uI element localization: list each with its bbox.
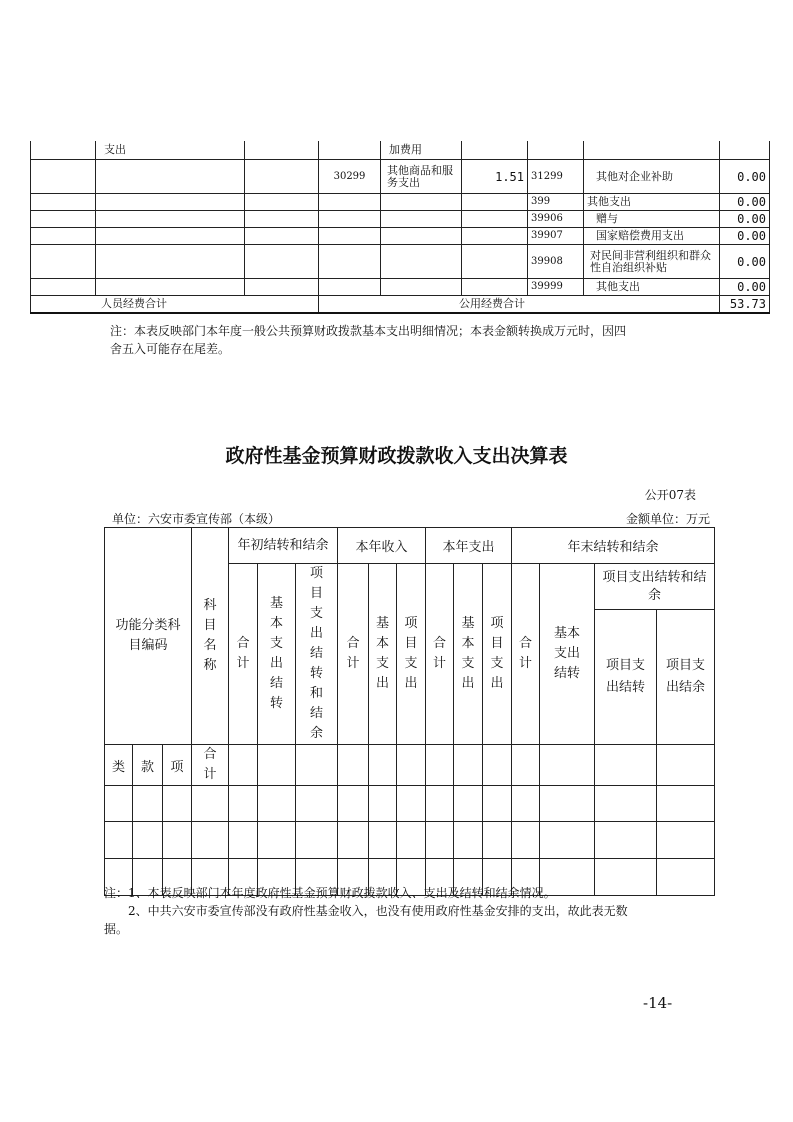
table-row — [31, 279, 770, 296]
table-cell: 39999 — [528, 279, 584, 296]
table-cell: 39908 — [528, 245, 584, 279]
table-cell: 加费用 — [381, 141, 462, 160]
current-income-header: 本年收入 — [338, 528, 426, 564]
project-surplus-header: 项目支出结余 — [657, 610, 715, 745]
table-cell: 赠与 — [584, 211, 720, 228]
public-total-value: 53.73 — [720, 296, 770, 314]
table-cell: 对民间非营利组织和群众性自治组织补贴 — [584, 245, 720, 279]
table-cell: 国家赔偿费用支出 — [584, 228, 720, 245]
page-title: 政府性基金预算财政拨款收入支出决算表 — [225, 445, 568, 467]
table-cell: 31299 — [528, 160, 584, 194]
table-cell: 其他商品和服务支出 — [381, 160, 462, 194]
table-cell: 其他对企业补助 — [584, 160, 720, 194]
gov-fund-table — [104, 527, 715, 896]
begin-total-header: 合计 — [229, 564, 258, 745]
table-cell: 39906 — [528, 211, 584, 228]
top-note — [110, 322, 750, 358]
table-cell: 其他支出 — [584, 194, 720, 211]
total-row — [31, 296, 770, 314]
subject-name-header: 科目名称 — [192, 528, 229, 745]
table-cell: 39907 — [528, 228, 584, 245]
begin-balance-header: 年初结转和结余 — [229, 528, 338, 564]
note-line: 舍五入可能存在尾差。 — [110, 342, 231, 356]
expense-total-header: 合计 — [426, 564, 454, 745]
end-project-header: 项目支出结转和结余 — [595, 564, 715, 610]
item-header: 项 — [163, 745, 192, 786]
table-row — [31, 211, 770, 228]
current-expense-header: 本年支出 — [426, 528, 512, 564]
table-cell: 支出 — [96, 141, 245, 160]
table-cell: 0.00 — [720, 211, 770, 228]
expense-project-header: 项目支出 — [483, 564, 512, 745]
table-row — [31, 194, 770, 211]
page-number: -14- — [643, 994, 673, 1012]
table-row — [31, 228, 770, 245]
note-line: 注：本表反映部门本年度一般公共预算财政拨款基本支出明细情况；本表金额转换成万元时，因四 — [110, 324, 627, 338]
table-row — [105, 822, 715, 859]
income-basic-header: 基本支出 — [369, 564, 397, 745]
public-total-label: 公用经费合计 — [319, 296, 720, 314]
class-header: 类 — [105, 745, 133, 786]
end-basic-header: 基本支出结转 — [540, 564, 595, 745]
table-cell: 30299 — [319, 160, 381, 194]
expense-basic-header: 基本支出 — [454, 564, 483, 745]
bottom-note — [104, 884, 714, 938]
begin-basic-header: 基本支出结转 — [258, 564, 296, 745]
section-header: 款 — [133, 745, 163, 786]
table-row — [105, 528, 715, 564]
table-cell: 其他支出 — [584, 279, 720, 296]
table-cell: 399 — [528, 194, 584, 211]
form-code: 公开07表 — [644, 488, 696, 502]
income-total-header: 合计 — [338, 564, 369, 745]
personnel-total-label: 人员经费合计 — [31, 296, 319, 314]
currency-label: 金额单位：万元 — [625, 512, 710, 526]
table-cell: 0.00 — [720, 279, 770, 296]
table-cell: 0.00 — [720, 194, 770, 211]
income-project-header: 项目支出 — [397, 564, 426, 745]
table-row — [105, 786, 715, 822]
table-row — [105, 745, 715, 786]
unit-label: 单位：六安市委宣传部（本级） — [112, 512, 281, 526]
project-carry-header: 项目支出结转 — [595, 610, 657, 745]
table-cell: 0.00 — [720, 160, 770, 194]
table-cell: 0.00 — [720, 245, 770, 279]
begin-project-header: 项目支出结转和结余 — [296, 564, 338, 745]
note-line: 2、中共六安市委宣传部没有政府性基金收入，也没有使用政府性基金安排的支出，故此表无数 — [128, 904, 628, 918]
basic-expense-detail-table — [30, 141, 770, 314]
end-balance-header: 年末结转和结余 — [512, 528, 715, 564]
note-line: 据。 — [104, 922, 129, 936]
sum-header: 合计 — [192, 745, 229, 786]
table-row — [31, 245, 770, 279]
table-row — [31, 141, 770, 160]
table-cell: 1.51 — [462, 160, 528, 194]
table-cell: 0.00 — [720, 228, 770, 245]
note-line: 注：1、本表反映部门本年度政府性基金预算财政拨款收入、支出及结转和结余情况。 — [104, 886, 556, 900]
table-row — [31, 160, 770, 194]
func-code-header: 功能分类科目编码 — [105, 528, 192, 745]
end-total-header: 合计 — [512, 564, 540, 745]
